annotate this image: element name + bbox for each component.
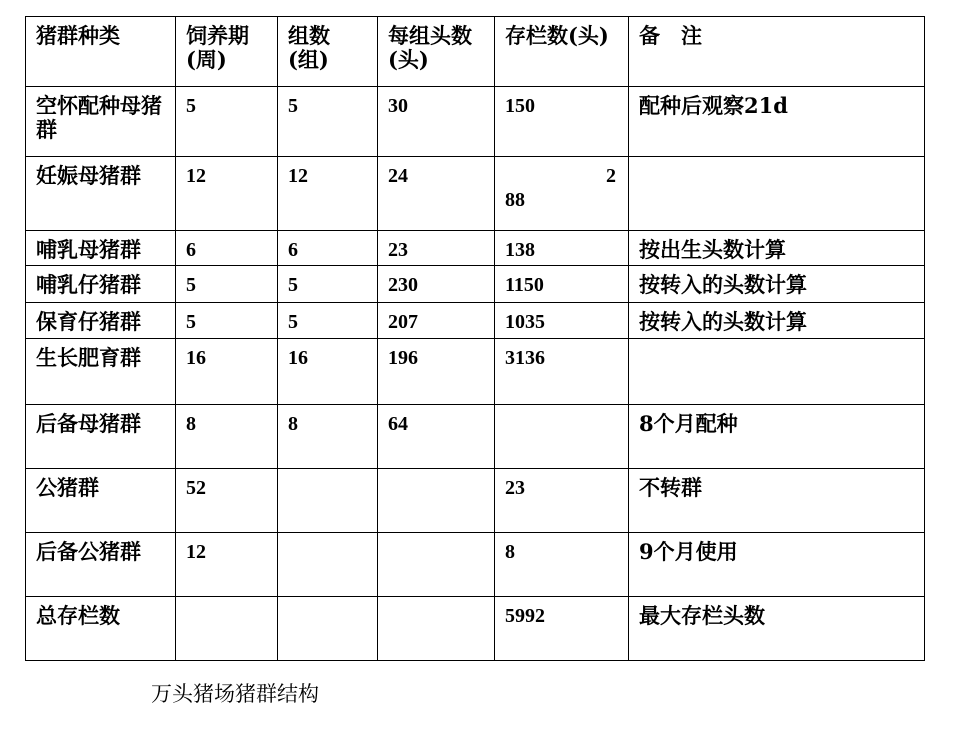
cell-stock: 3136 <box>495 339 629 405</box>
cell-per-group: 230 <box>378 266 495 303</box>
cell-groups: 6 <box>278 231 378 266</box>
table-caption: 万头猪场猪群结构 <box>151 682 319 706</box>
cell-note: 按出生头数计算 <box>629 231 925 266</box>
table-row <box>26 303 925 339</box>
cell-per-group: 64 <box>378 405 495 469</box>
cell-stock: 150 <box>495 87 629 157</box>
cell-period: 5 <box>176 266 278 303</box>
cell-type: 保育仔猪群 <box>26 303 176 339</box>
cell-period: 5 <box>176 303 278 339</box>
cell-stock: 5992 <box>495 597 629 661</box>
header-cell-type: 猪群种类 <box>26 17 176 87</box>
cell-per-group <box>378 597 495 661</box>
table-row <box>26 231 925 266</box>
stock-value-part-bottom: 88 <box>505 189 525 211</box>
cell-per-group: 196 <box>378 339 495 405</box>
cell-stock <box>495 405 629 469</box>
table-row-total <box>26 597 925 661</box>
cell-period: 16 <box>176 339 278 405</box>
cell-type: 妊娠母猪群 <box>26 157 176 231</box>
cell-groups: 5 <box>278 266 378 303</box>
cell-period: 12 <box>176 533 278 597</box>
cell-type: 公猪群 <box>26 469 176 533</box>
pig-herd-structure-table <box>25 16 925 661</box>
cell-groups: 16 <box>278 339 378 405</box>
stock-value-part-top: 2 <box>606 165 616 187</box>
cell-type: 空怀配种母猪群 <box>26 87 176 157</box>
cell-per-group: 30 <box>378 87 495 157</box>
cell-note: 按转入的头数计算 <box>629 303 925 339</box>
table-row <box>26 469 925 533</box>
cell-stock: 23 <box>495 469 629 533</box>
header-cell-note: 备 注 <box>629 17 925 87</box>
cell-type: 哺乳母猪群 <box>26 231 176 266</box>
cell-type: 后备公猪群 <box>26 533 176 597</box>
cell-stock: 138 <box>495 231 629 266</box>
cell-per-group: 24 <box>378 157 495 231</box>
table-row <box>26 157 925 231</box>
header-cell-per-group: 每组头数(头) <box>378 17 495 87</box>
cell-per-group: 207 <box>378 303 495 339</box>
cell-period: 52 <box>176 469 278 533</box>
cell-type: 哺乳仔猪群 <box>26 266 176 303</box>
cell-groups <box>278 533 378 597</box>
cell-per-group: 23 <box>378 231 495 266</box>
cell-note <box>629 157 925 231</box>
table-header-row <box>26 17 925 87</box>
cell-groups <box>278 469 378 533</box>
cell-groups: 5 <box>278 303 378 339</box>
cell-per-group <box>378 469 495 533</box>
cell-note: 配种后观察21d <box>629 87 925 157</box>
cell-stock: 1035 <box>495 303 629 339</box>
header-cell-period: 饲养期(周) <box>176 17 278 87</box>
cell-type: 后备母猪群 <box>26 405 176 469</box>
cell-stock: 8 <box>495 533 629 597</box>
cell-groups <box>278 597 378 661</box>
table-row <box>26 87 925 157</box>
cell-note <box>629 339 925 405</box>
cell-note: 不转群 <box>629 469 925 533</box>
table-row <box>26 339 925 405</box>
cell-period: 12 <box>176 157 278 231</box>
cell-groups: 12 <box>278 157 378 231</box>
cell-period: 5 <box>176 87 278 157</box>
cell-groups: 8 <box>278 405 378 469</box>
cell-note: 9个月使用 <box>629 533 925 597</box>
cell-note: 最大存栏头数 <box>629 597 925 661</box>
cell-note: 8个月配种 <box>629 405 925 469</box>
cell-note: 按转入的头数计算 <box>629 266 925 303</box>
cell-stock: 1150 <box>495 266 629 303</box>
header-cell-stock: 存栏数(头) <box>495 17 629 87</box>
table-row <box>26 266 925 303</box>
cell-period: 6 <box>176 231 278 266</box>
cell-type: 生长肥育群 <box>26 339 176 405</box>
table-row <box>26 405 925 469</box>
table-row <box>26 533 925 597</box>
cell-period: 8 <box>176 405 278 469</box>
cell-per-group <box>378 533 495 597</box>
cell-type: 总存栏数 <box>26 597 176 661</box>
header-cell-groups: 组数(组) <box>278 17 378 87</box>
cell-period <box>176 597 278 661</box>
cell-stock <box>495 157 629 231</box>
cell-groups: 5 <box>278 87 378 157</box>
